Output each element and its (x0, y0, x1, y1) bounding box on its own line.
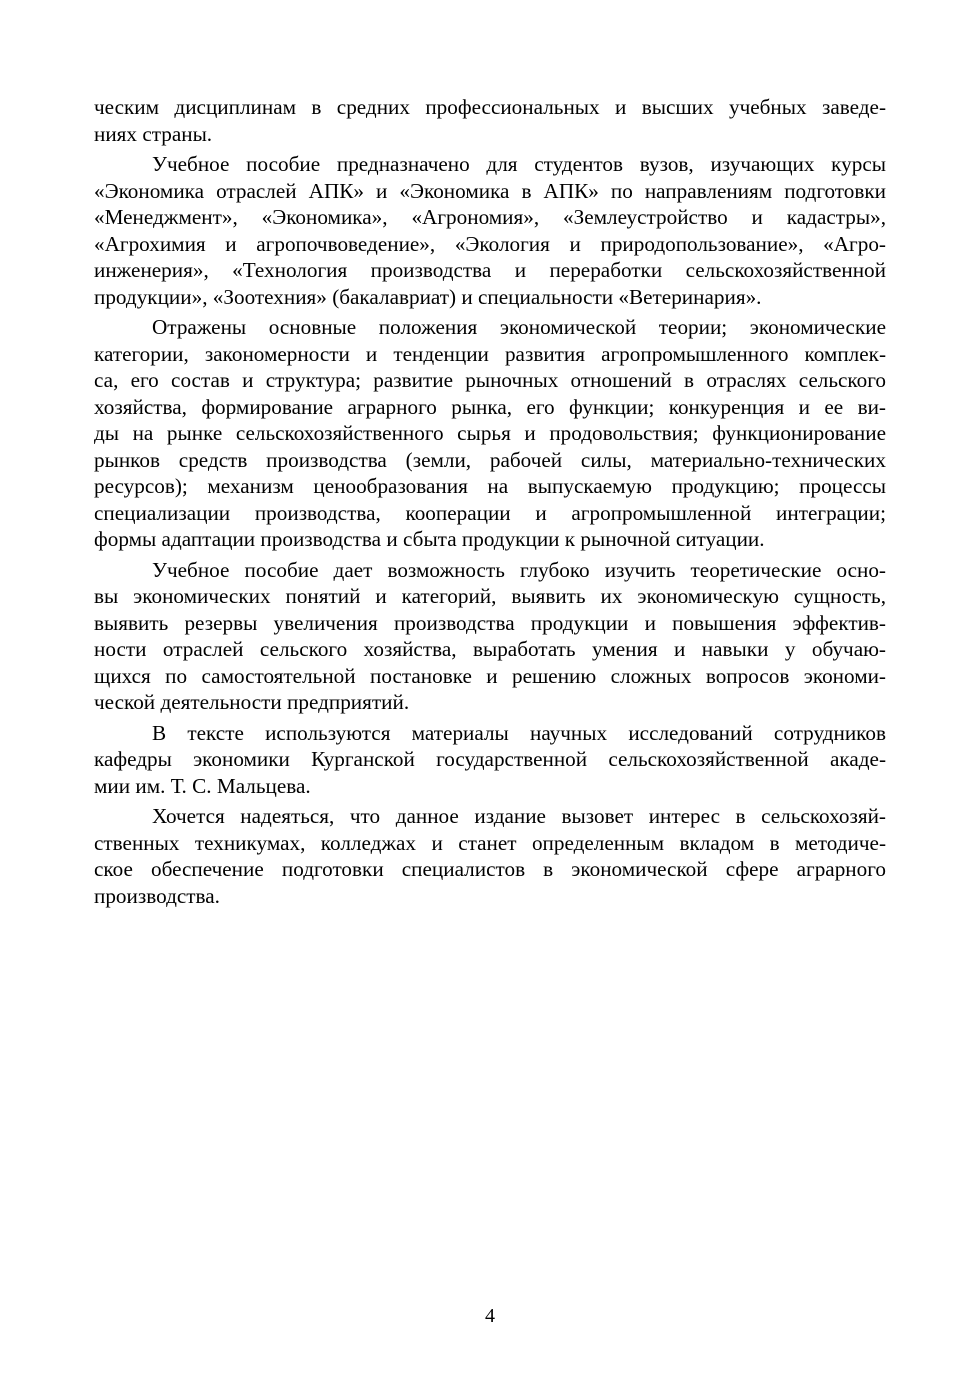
paragraph-purpose (94, 151, 886, 310)
text-line: производства. (94, 883, 220, 908)
text-line: ресурсов); механизм ценообразования на выпускаемую продукцию; процессы (94, 474, 886, 498)
text-line: ческой деятельности предприятий. (94, 690, 410, 714)
text-line: категории, закономерности и тенденции развития агропромышленного комплек- (94, 341, 886, 366)
paragraph-opportunity (94, 557, 886, 716)
text-line: рынков средств производства (земли, рабочей силы, материально-технических (94, 447, 886, 472)
text-line: ственных техникумах, колледжах и станет определенным вкладом в методиче- (94, 830, 886, 855)
text-line: са, его состав и структура; развитие рыночных отношений в отраслях сельского (94, 368, 886, 392)
text-line: «Агрохимия и агропочвоведение», «Экология и природопользование», «Агро- (94, 231, 886, 256)
paragraph-hope (94, 803, 886, 909)
text-line: специализации производства, кооперации и агропромышленной интеграции; (94, 500, 886, 525)
paragraph-continuation (94, 94, 886, 147)
text-line: мии им. Т. С. Мальцева. (94, 773, 311, 798)
text-line: ды на рынке сельскохозяйственного сырья и продовольствия; функционирование (94, 421, 886, 445)
text-line: В тексте используются материалы научных исследований сотрудников (152, 720, 886, 745)
text-line: кафедры экономики Курганской государственной сельскохозяйственной акаде- (94, 747, 886, 771)
text-line: Хочется надеяться, что данное издание вызовет интерес в сельскохозяй- (152, 804, 886, 828)
text-line: формы адаптации производства и сбыта продукции к рыночной ситуации. (94, 527, 765, 551)
text-line: вы экономических понятий и категорий, выявить их экономическую сущность, (94, 584, 886, 608)
text-line: Учебное пособие дает возможность глубоко изучить теоретические осно- (152, 557, 886, 582)
text-line: «Экономика отраслей АПК» и «Экономика в АПК» по направлениям подготовки (94, 178, 886, 203)
text-line: продукции», «Зоотехния» (бакалавриат) и специальности «Ветеринария». (94, 284, 762, 309)
paragraph-contents (94, 314, 886, 553)
text-line: хозяйства, формирование аграрного рынка, его функции; конкуренция и ее ви- (94, 394, 886, 419)
text-line: ниях страны. (94, 121, 213, 146)
text-line: Отражены основные положения экономической теории; экономические (152, 315, 886, 339)
text-line: щихся по самостоятельной постановке и решению сложных вопросов экономи- (94, 663, 886, 688)
text-line: инженерия», «Технология производства и переработки сельскохозяйственной (94, 258, 886, 282)
text-line: Учебное пособие предназначено для студентов вузов, изучающих курсы (152, 152, 886, 176)
text-line: выявить резервы увеличения производства продукции и повышения эффектив- (94, 610, 886, 635)
page-body (94, 94, 886, 909)
text-line: ское обеспечение подготовки специалистов в экономической сфере аграрного (94, 857, 886, 881)
paragraph-materials (94, 720, 886, 800)
text-line: «Менеджмент», «Экономика», «Агрономия», «Землеустройство и кадастры», (94, 205, 886, 229)
text-line: ческим дисциплинам в средних профессиональных и высших учебных заведе- (94, 95, 886, 119)
page-number: 4 (485, 1305, 495, 1327)
text-line: ности отраслей сельского хозяйства, выработать умения и навыки у обучаю- (94, 637, 886, 661)
